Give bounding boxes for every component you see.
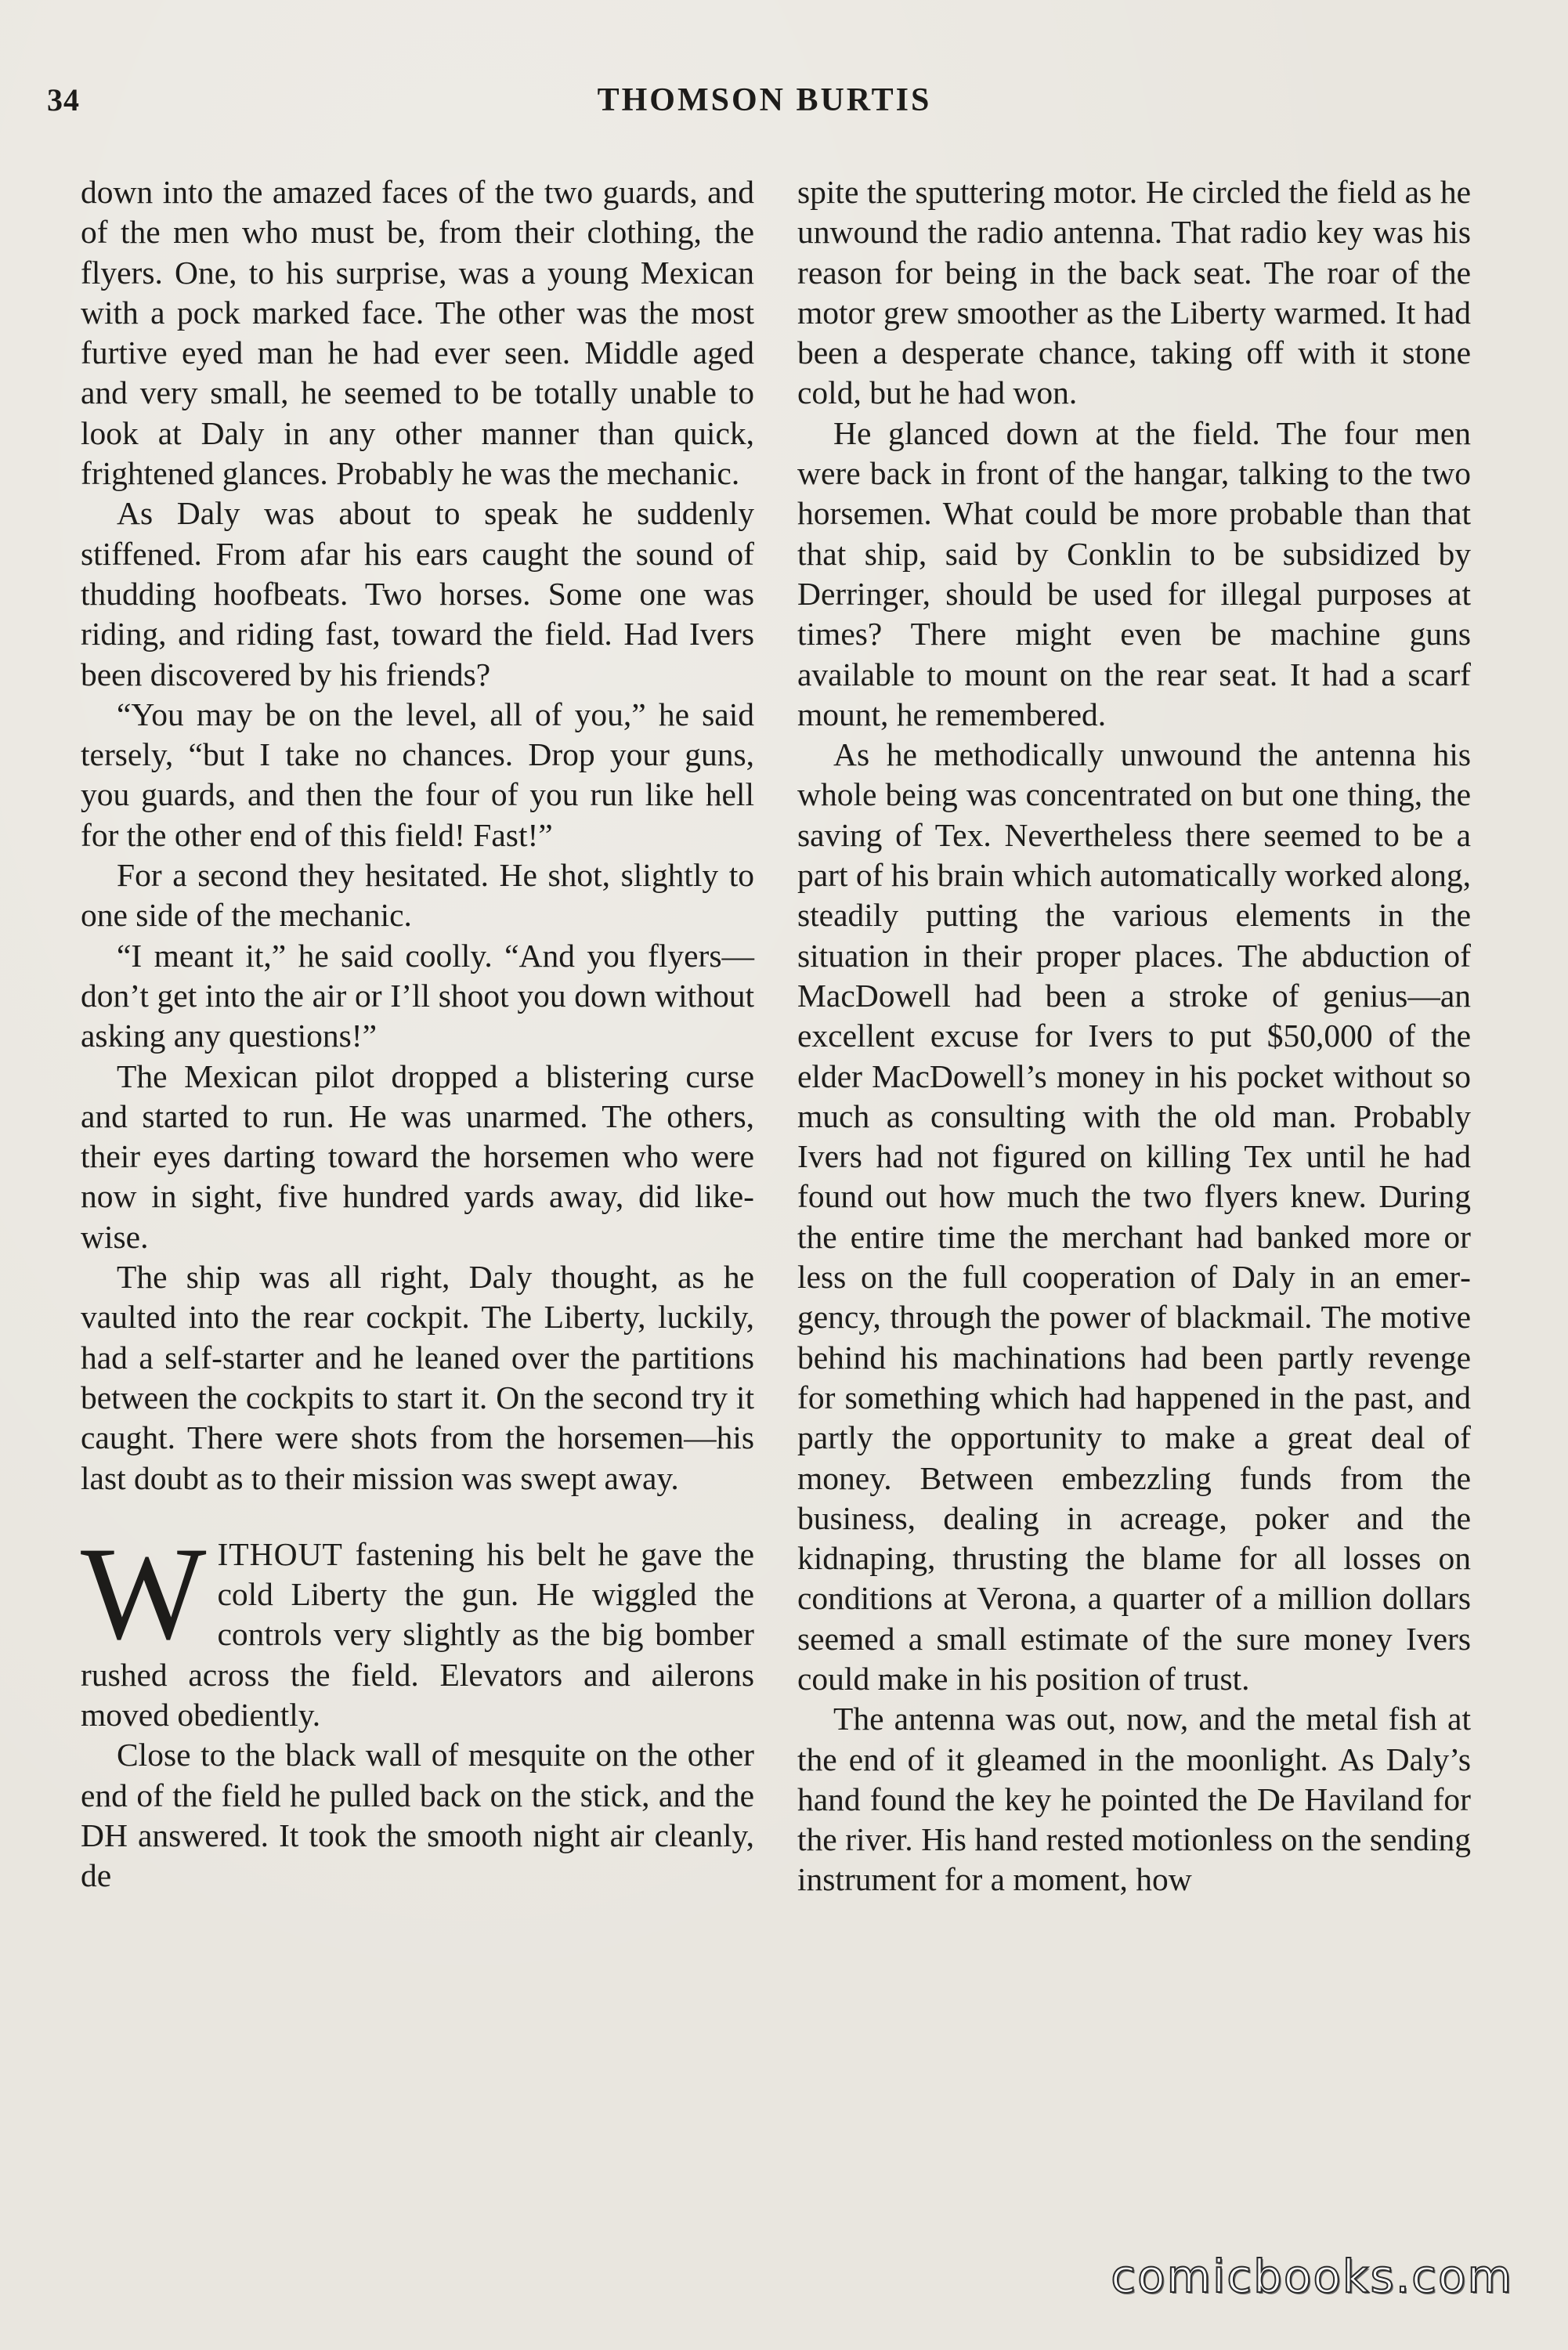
dropcap-text: fastening his belt he gave the cold Liberty the gun. He wiggled the controls very slightly as the big bomber rushed across the field. Elevators and ailerons moved obediently. <box>81 1535 754 1733</box>
paragraph: He glanced down at the field. The four men were back in front of the hangar, talking to the two horsemen. What could be more probable than that that ship, said by Conklin to be subsidized by Derringer, should be used for illegal purposes at times? There might even be machine guns available to mount on the rear seat. It had a scarf mount, he remembered. <box>797 414 1471 732</box>
paragraph: spite the sputtering motor. He circled the field as he unwound the radio antenna. That radio key was his reason for being in the back seat. The roar of the motor grew smoother as the Liberty warmed. It had been a desperate chance, taking off with it stone cold, but he had won. <box>797 174 1471 411</box>
paragraph: The antenna was out, now, and the metal fish at the end of it gleamed in the moonlight. As Daly’s hand found the key he pointed the De Haviland for the river. His hand rested motionless on the sending instrument for a moment, how <box>797 1701 1471 1898</box>
paragraph: “I meant it,” he said coolly. “And you flyers—don’t get into the air or I’ll shoot you down without asking any questions!” <box>81 937 754 1054</box>
paragraph: “You may be on the level, all of you,” he said tersely, “but I take no chances. Drop your guns, you guards, and then the four of you run like hell for the other end of this field! Fast!” <box>81 696 754 853</box>
dropcap-lead: ITHOUT <box>217 1535 343 1572</box>
drop-cap: W <box>81 1519 207 1667</box>
paragraph: As he methodically unwound the antenna his whole being was concentrated on but one thing, the saving of Tex. Nevertheless there seemed to be a part of his brain which automatically worked along, steadily putting the various elements in the situation in their proper places. The abduction of MacDowell had been a stroke of genius—an excellent excuse for Ivers to put $50,000 of the elder MacDowell’s money in his pocket without so much as consulting with the old man. Probably Ivers had not figured on killing Tex until he had found out how much the two flyers knew. During the entire time the merchant had banked more or less on the full cooperation of Daly in an emergency, through the power of blackmail. The motive behind his machinations had been partly revenge for something which had happened in the past, and partly the opportunity to make a great deal of money. Between embezzling funds from the business, dealing in acreage, poker and the kidnaping, thrusting the blame for all losses on conditions at Verona, a quarter of a million dollars seemed a small estimate of the sure money Ivers could make in his position of trust. <box>797 736 1471 1697</box>
left-column <box>81 172 754 1896</box>
paragraph: The Mexican pilot dropped a blistering curse and started to run. He was unarmed. The others, their eyes darting toward the horsemen who were now in sight, five hundred yards away, did likewise. <box>81 1058 754 1255</box>
page-number: 34 <box>47 82 80 118</box>
watermark-logo: comicbooks.com <box>1111 2250 1513 2303</box>
dropcap-paragraph <box>81 1519 754 1735</box>
paragraph: down into the amazed faces of the two guards, and of the men who must be, from their clothing, the flyers. One, to his surprise, was a young Mexican with a pock marked face. The other was the most furtive eyed man he had ever seen. Middle aged and very small, he seemed to be totally unable to look at Daly in any other manner than quick, frightened glances. Probably he was the mechanic. <box>81 174 754 492</box>
paragraph: Close to the black wall of mesquite on the other end of the field he pulled back on the stick, and the DH answered. It took the smooth night air cleanly, de <box>81 1737 754 1894</box>
paragraph: The ship was all right, Daly thought, as he vaulted into the rear cockpit. The Liberty, luckily, had a self-starter and he leaned over the partitions between the cockpits to start it. On the second try it caught. There were shots from the horsemen—his last doubt as to their mission was swept away. <box>81 1259 754 1496</box>
paragraph: For a second they hesitated. He shot, slightly to one side of the mechanic. <box>81 857 754 934</box>
running-head: THOMSON BURTIS <box>597 82 932 118</box>
page-header <box>47 78 1482 125</box>
right-column <box>797 172 1471 1900</box>
paragraph: As Daly was about to speak he suddenly stiffened. From afar his ears caught the sound of thudding hoofbeats. Two horses. Some one was riding, and riding fast, toward the field. Had Ivers been discovered by his friends? <box>81 495 754 692</box>
